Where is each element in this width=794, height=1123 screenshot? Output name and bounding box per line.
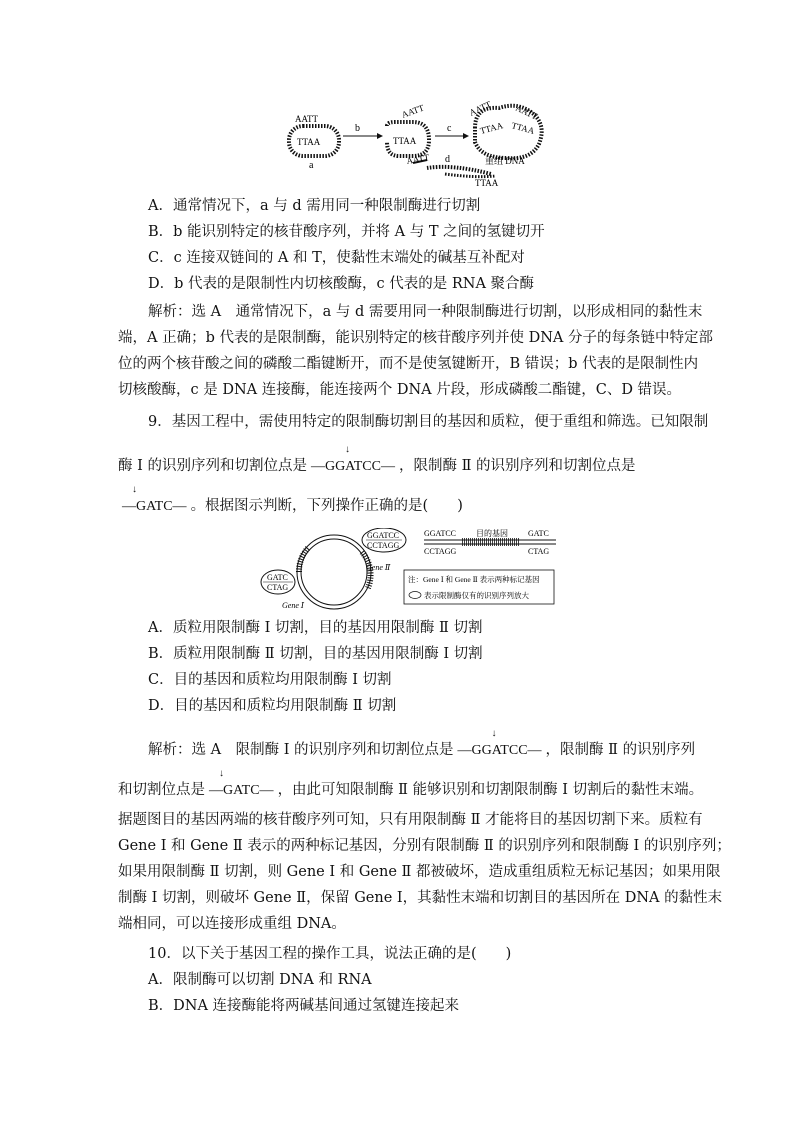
fig1-ttaa-mid: TTAA	[393, 136, 417, 146]
q8-analysis-line4: 切核酸酶，c 是 DNA 连接酶，能连接两个 DNA 片段，形成磷酸二酯键，C、D 错误。	[118, 382, 682, 398]
q9-stem2b: ，限制酶 Ⅱ 的识别序列和切割位点是	[398, 458, 636, 474]
q9-analysis-line4: Gene Ⅰ 和 Gene Ⅱ 表示的两种标记基因，分别有限制酶 Ⅱ 的识别序列和限制酶 Ⅰ 的识别序列；	[118, 838, 731, 854]
q9-analysis-seq-ggatcc: ↓ —GGATCC—	[457, 728, 542, 758]
q8-analysis-line2: 端，A 正确；b 代表的是限制酶，能识别特定的核苷酸序列并使 DNA 分子的每条链中特定部	[118, 330, 713, 346]
q9-option-a: A．质粒用限制酶 Ⅰ 切割，目的基因用限制酶 Ⅱ 切割	[148, 620, 483, 636]
fig2-gene1: Gene Ⅰ	[282, 601, 305, 610]
fig1-aatt-left: AATT	[295, 114, 318, 124]
q10-stem: 10．以下关于基因工程的操作工具，说法正确的是( )	[148, 946, 512, 962]
figure-restriction-ligation	[285, 98, 555, 190]
fig2-ctag: CTAG	[267, 583, 289, 592]
q8-analysis-line3: 位的两个核苷酸之间的磷酸二酯键断开，而不是使氢键断开，B 错误；b 代表的是限制性内	[118, 356, 699, 372]
fig1-ttaa-left: TTAA	[297, 137, 321, 147]
q9-stem-line2	[118, 444, 684, 477]
fig1-aatt-d: AATT	[405, 152, 430, 166]
fig2-note-ellipse-icon	[409, 592, 421, 599]
fig1-aatt-right: AATT	[467, 99, 493, 118]
fig2-note1: 注：Gene Ⅰ 和 Gene Ⅱ 表示两种标记基因	[408, 575, 540, 584]
fig2-gene2: Gene Ⅱ	[366, 563, 391, 572]
q9-option-d: D．目的基因和质粒均用限制酶 Ⅱ 切割	[148, 698, 397, 714]
q8-option-a: A．通常情况下，a 与 d 需用同一种限制酶进行切割	[148, 198, 481, 214]
q9-analysis-line3: 据题图目的基因两端的核苷酸序列可知，只有用限制酶 Ⅱ 才能将目的基因切割下来。质粒有	[118, 812, 703, 828]
q9-stem-line1: 9．基因工程中，需使用特定的限制酶切割目的基因和质粒，便于重组和筛选。已知限制	[148, 414, 709, 430]
fig1-aatt-right2: AATT	[514, 102, 540, 122]
q9-option-b: B．质粒用限制酶 Ⅱ 切割，目的基因用限制酶 Ⅰ 切割	[148, 646, 483, 662]
q8-option-c: C．c 连接双链间的 A 和 T，使黏性末端处的碱基互补配对	[148, 250, 525, 266]
fig2-frag-target: 目的基因	[476, 529, 508, 538]
q9-stem3b: 。根据图示判断，下列操作正确的是( )	[190, 498, 463, 514]
fig1-label-a: a	[309, 160, 314, 171]
fig2-frag-ctag: CTAG	[528, 547, 550, 556]
fig1-ttaa-right2: TTAA	[510, 120, 536, 136]
q9-option-c: C．目的基因和质粒均用限制酶 Ⅰ 切割	[148, 672, 392, 688]
fig2-cctagg: CCTAGG	[367, 541, 400, 550]
fig1-label-d: d	[445, 154, 450, 165]
q8-option-b: B．b 能识别特定的核苷酸序列，并将 A 与 T 之间的氢键切开	[148, 224, 545, 240]
fig1-label-c: c	[447, 123, 452, 134]
fig2-gatc: GATC	[267, 573, 288, 582]
q9-analysis-line6: 制酶 Ⅰ 切割，则破坏 Gene Ⅱ，保留 Gene Ⅰ，其黏性末端和切割目的基因所在 DNA 的黏性末	[118, 890, 723, 906]
fig2-ggatcc: GGATCC	[367, 531, 400, 540]
fig1-label-b: b	[355, 123, 360, 134]
q9-seq-ggatcc: ↓ —GGATCC—	[310, 444, 395, 474]
fig2-frag-cctagg: CCTAGG	[424, 547, 457, 556]
q9-seq-gatc: ↓ —GATC—	[122, 484, 187, 514]
q9-stem-line3	[118, 484, 684, 517]
q10-option-b: B．DNA 连接酶能将两碱基间通过氢键连接起来	[148, 998, 460, 1014]
figure-plasmid-target-gene	[258, 528, 558, 614]
q9-analysis-line2: 和切割位点是 ↓ —GATC— ，由此可知限制酶 Ⅱ 能够识别和切割限制酶 Ⅰ 切割后的黏性末端。	[118, 780, 684, 801]
fig1-aatt-mid: AATT	[400, 102, 426, 120]
fig2-note2: 表示限制酶仅有的识别序列放大	[424, 591, 529, 600]
q9-analysis-line5: 如果用限制酶 Ⅱ 切割，则 Gene Ⅰ 和 Gene Ⅱ 都被破坏，造成重组质粒无标记基因；如果用限	[118, 864, 721, 880]
q9-analysis-line1: 解析：选 A 限制酶 Ⅰ 的识别序列和切割位点是 ↓ —GGATCC— ，限制酶 Ⅱ 的识别序列	[148, 740, 714, 761]
q10-option-a: A．限制酶可以切割 DNA 和 RNA	[148, 972, 372, 988]
q9-analysis-line7: 端相同，可以连接形成重组 DNA。	[118, 916, 346, 932]
fig1-ttaa-d: TTAA	[475, 178, 499, 188]
q9-analysis-seq-gatc: ↓ —GATC—	[209, 768, 274, 798]
q8-option-d: D．b 代表的是限制性内切核酸酶，c 代表的是 RNA 聚合酶	[148, 276, 535, 292]
q9-stem2a: 酶 Ⅰ 的识别序列和切割位点是	[118, 458, 307, 474]
fig2-frag-gatc: GATC	[528, 529, 549, 538]
fig1-recombinant: 重组 DNA	[485, 156, 525, 166]
fig2-frag-ggatcc: GGATCC	[424, 529, 457, 538]
q8-analysis-line1: 解析：选 A 通常情况下，a 与 d 需要用同一种限制酶进行切割，以形成相同的黏性末	[148, 304, 703, 320]
fig1-ttaa-right: TTAA	[478, 120, 505, 136]
